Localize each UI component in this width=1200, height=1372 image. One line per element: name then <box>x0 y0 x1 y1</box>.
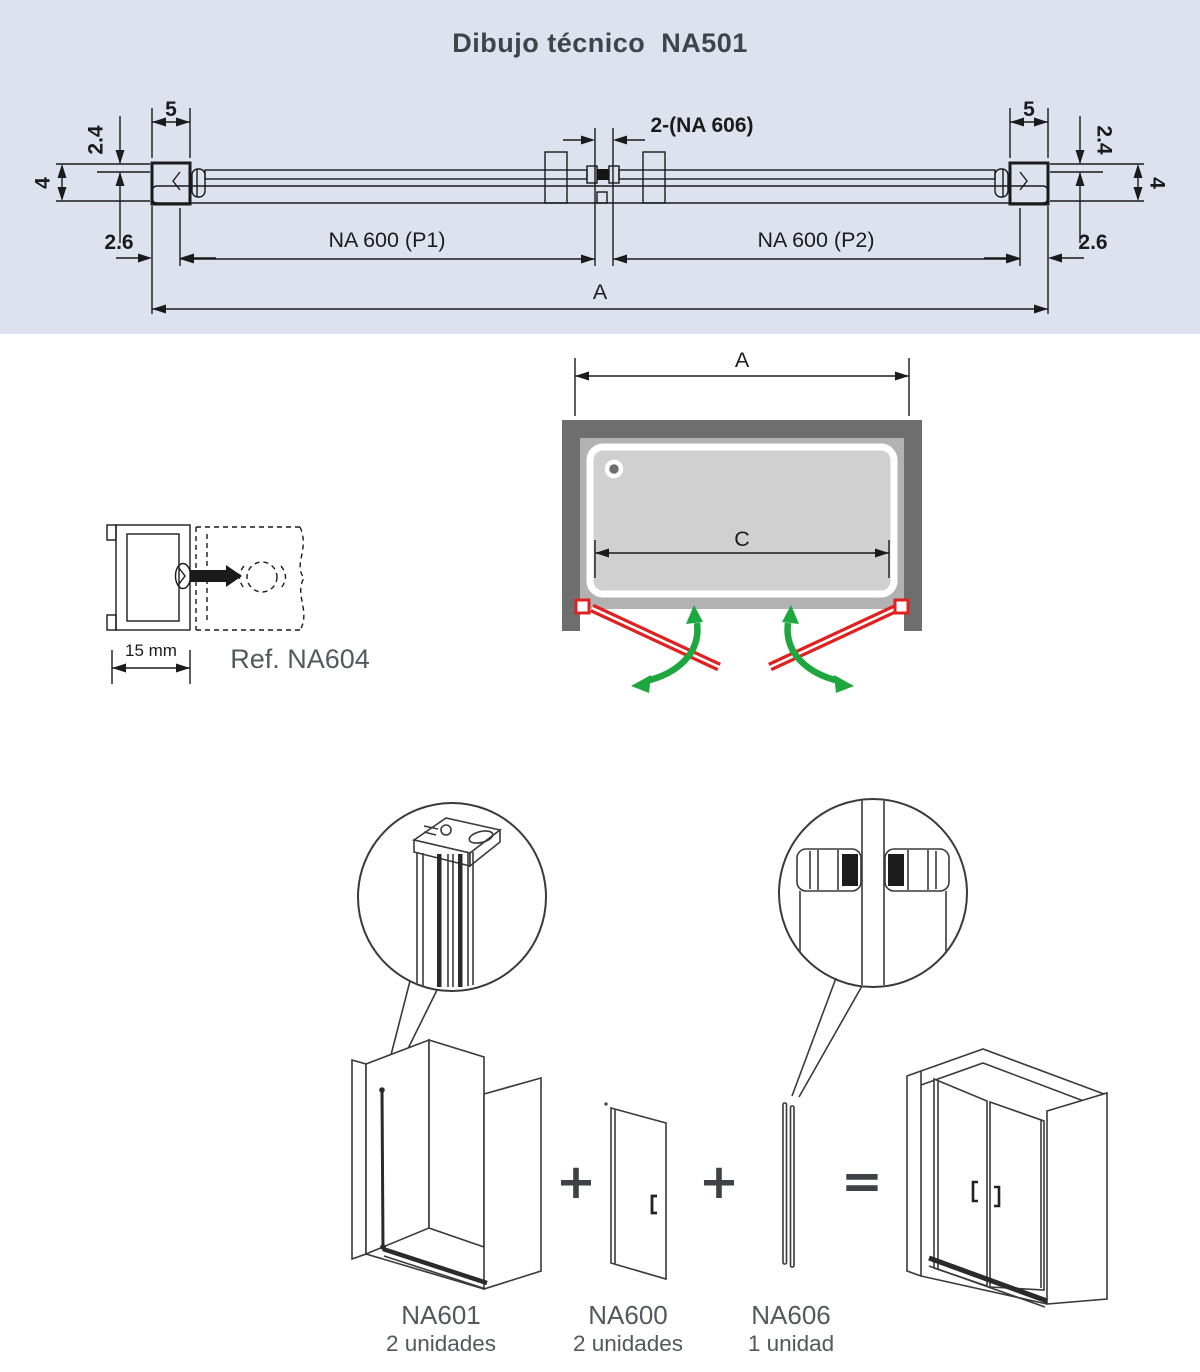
dim-5-left-label: 5 <box>165 98 177 121</box>
dim-4-right-label: 4 <box>1145 177 1169 189</box>
door-handle-right <box>643 152 665 203</box>
bottom-sill-rail <box>152 186 1048 203</box>
na606-qty-label: 1 unidad <box>747 1331 835 1356</box>
dimension-5-left <box>152 98 190 158</box>
dimension-24-left <box>56 116 150 243</box>
dimension-4-left <box>32 164 67 201</box>
shower-tray <box>590 447 894 594</box>
plan-dim-a-label: A <box>734 348 750 372</box>
right-wall-profile <box>995 163 1048 204</box>
dim-24-left-label: 2.4 <box>84 125 108 155</box>
plan-view <box>562 348 922 693</box>
dimension-26-left <box>104 206 216 314</box>
page-title: Dibujo técnico NA501 <box>452 28 748 58</box>
plus-operator-2: + <box>698 1154 740 1210</box>
screw <box>176 564 243 589</box>
dim-na606-label: 2-(NA 606) <box>650 114 754 137</box>
middle-section <box>0 334 1200 760</box>
na601-code-label: NA601 <box>401 1300 481 1330</box>
plan-dim-c-label: C <box>734 527 750 551</box>
assembled-enclosure <box>907 1049 1107 1307</box>
dimension-15mm <box>112 641 190 684</box>
magnifier-wall-profile <box>358 803 546 1087</box>
section-drawing <box>0 0 1200 334</box>
na604-profile-detail <box>107 525 370 684</box>
plan-dim-a <box>575 348 909 416</box>
plus-operator-1: + <box>555 1154 597 1210</box>
dimension-a-overall <box>152 280 1048 314</box>
dimension-p2 <box>613 228 1020 264</box>
left-wall-profile <box>152 163 205 204</box>
na604-ref-label: Ref. NA604 <box>230 644 370 674</box>
assembly-section <box>0 760 1200 1372</box>
dim-26-right-label: 2.6 <box>1078 231 1108 254</box>
dimension-24-right <box>1050 116 1144 243</box>
glass-panel-p2 <box>619 170 995 179</box>
dimension-26-right <box>984 206 1108 314</box>
na600-code-label: NA600 <box>588 1300 668 1330</box>
dimension-p1 <box>180 228 595 264</box>
dimension-4-right <box>1134 164 1169 201</box>
dim-26-left-label: 2.6 <box>104 231 134 254</box>
dim-5-right-label: 5 <box>1023 98 1035 121</box>
center-magnet-seal <box>587 166 619 183</box>
dim-a-overall-label: A <box>592 280 608 304</box>
na606-code-label: NA606 <box>751 1300 831 1330</box>
hinge-right <box>895 600 908 613</box>
dimension-na606 <box>563 114 754 266</box>
swing-arrow-left-icon <box>631 605 703 693</box>
door-handle-left <box>545 152 567 203</box>
na601-qty-label: 2 unidades <box>385 1331 497 1356</box>
dimension-5-right <box>1010 98 1048 158</box>
equals-operator: = <box>841 1152 883 1210</box>
na600-door-panel <box>604 1102 666 1279</box>
na606-strips <box>783 1103 794 1267</box>
dim-15mm-label: 15 mm <box>125 641 177 660</box>
hinge-left <box>576 600 589 613</box>
na601-walls <box>352 1040 541 1289</box>
glass-panel-p1 <box>205 170 587 179</box>
dim-24-right-label: 2.4 <box>1092 125 1116 155</box>
drain-icon <box>607 462 621 476</box>
solid-profile <box>107 525 190 630</box>
dim-4-left-label: 4 <box>31 177 55 189</box>
dim-p2-label: NA 600 (P2) <box>757 228 875 252</box>
dim-p1-label: NA 600 (P1) <box>328 228 446 252</box>
na600-qty-label: 2 unidades <box>572 1331 684 1356</box>
magnifier-magnet-seals <box>779 799 967 1097</box>
